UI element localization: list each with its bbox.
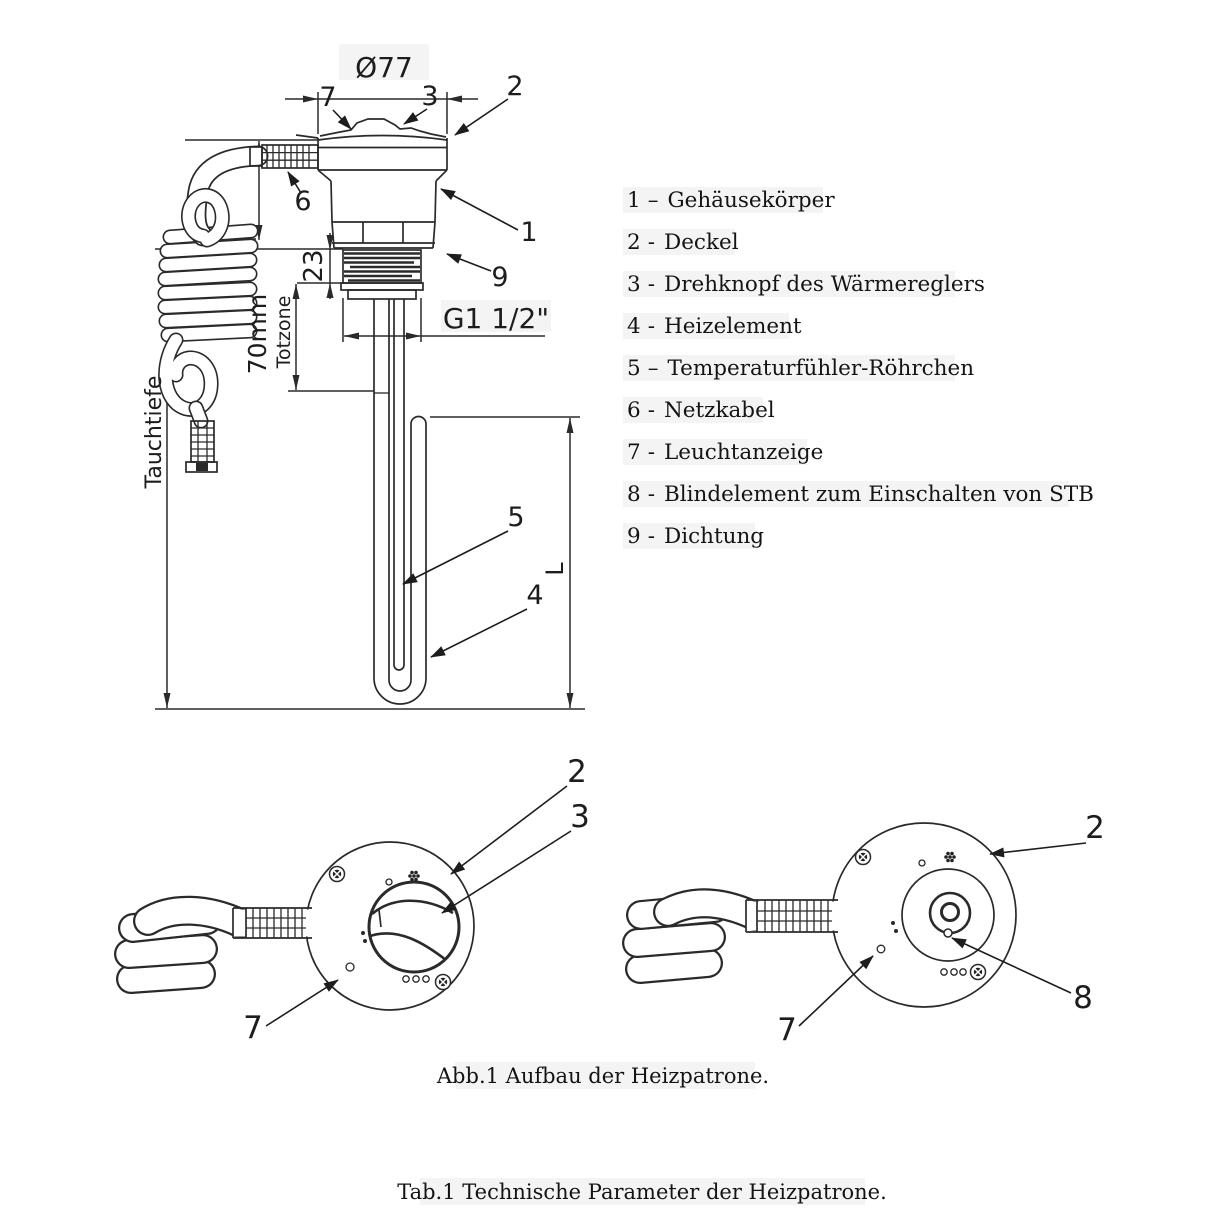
legend-item-4: 4 - Heizelement	[627, 314, 802, 339]
indicator-lamp-right	[877, 945, 885, 953]
bottom-view-blind-element	[637, 810, 1105, 1048]
cable-connector	[186, 408, 217, 472]
indicator-lamp-left	[346, 963, 354, 971]
bottom-view-with-knob	[129, 754, 590, 1046]
legend-item-7: 7 - Leuchtanzeige	[627, 440, 824, 465]
housing-head	[296, 119, 447, 248]
callout-9-main: 9	[491, 262, 509, 293]
callout-7-main: 7	[319, 82, 337, 113]
callout-6-main: 6	[294, 186, 312, 217]
cable-bottom-right	[637, 900, 838, 969]
callout-7-br: 7	[777, 1012, 797, 1048]
table-caption: Tab.1 Technische Parameter der Heizpatrone.	[397, 1180, 887, 1204]
screw-icon	[856, 850, 871, 865]
flower-mark-icon	[944, 852, 956, 863]
thermostat-knob	[369, 882, 459, 972]
screw-icon	[971, 965, 986, 980]
figure-caption: Abb.1 Aufbau der Heizpatrone.	[436, 1064, 770, 1088]
callout-8-br: 8	[1073, 980, 1093, 1016]
thread-and-seal	[341, 250, 423, 299]
blind-element-area	[902, 869, 994, 961]
legend-item-8: 8 - Blindelement zum Einschalten von STB	[627, 482, 1094, 507]
heating-element-tubes	[374, 299, 426, 704]
br-callout-leaders	[799, 843, 1086, 1026]
element-length-label: L	[541, 562, 569, 576]
immersion-depth-label: Tauchtiefe	[142, 375, 167, 489]
legend-item-6: 6 - Netzkabel	[627, 398, 775, 423]
callout-3-bl: 3	[570, 799, 590, 835]
flower-mark-icon	[408, 871, 420, 882]
callout-4-main: 4	[526, 580, 544, 611]
callout-2-bl: 2	[567, 754, 587, 790]
main-section-view	[142, 44, 585, 709]
dimension-diameter-label: Ø77	[355, 51, 413, 84]
callout-3-main: 3	[421, 81, 439, 112]
legend-item-3: 3 - Drehknopf des Wärmereglers	[627, 272, 985, 297]
screw-icon	[330, 867, 345, 882]
dead-zone-text-label: Totzone	[273, 295, 295, 369]
thread-size-label: G1 1/2"	[442, 302, 550, 335]
legend-item-2: 2 - Deckel	[627, 230, 739, 255]
screw-icon	[436, 975, 451, 990]
legend-item-9: 9 - Dichtung	[627, 524, 765, 549]
main-callout-leaders	[288, 99, 527, 657]
cable-bottom-left	[129, 908, 312, 979]
dead-zone-value-label: 70mm	[243, 293, 272, 375]
sensor-tube	[394, 299, 404, 670]
knob-profile	[320, 119, 446, 137]
legend-item-1: 1 – Gehäusekörper	[627, 188, 835, 213]
legend-item-5: 5 – Temperaturfühler-Röhrchen	[627, 356, 975, 381]
callout-2-main: 2	[506, 71, 524, 102]
dimension-thread-height-label: 23	[299, 249, 329, 283]
callout-7-bl: 7	[243, 1010, 263, 1046]
callout-1-main: 1	[520, 217, 538, 248]
callout-5-main: 5	[507, 502, 525, 533]
dimension-diameter	[285, 44, 478, 134]
callout-2-br: 2	[1085, 810, 1105, 846]
legend	[623, 187, 1094, 549]
dimension-element-length	[430, 417, 580, 708]
